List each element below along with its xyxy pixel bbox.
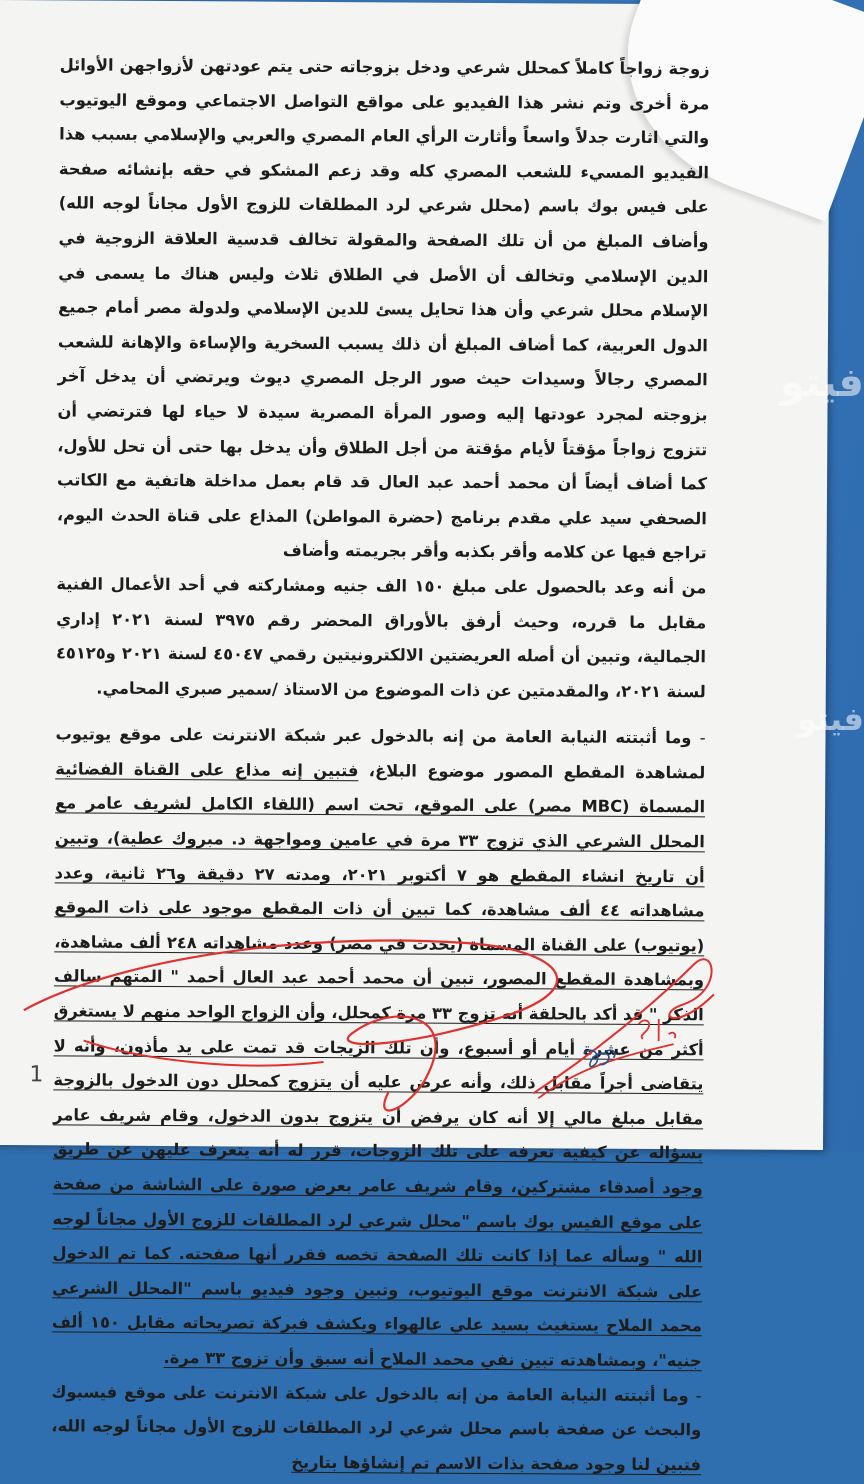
- watermark-logo: فيتو: [780, 360, 864, 406]
- paragraph-2: من أنه وعد بالحصول على مبلغ ١٥٠ الف جنيه ومشاركته في أحد الأعمال الفنية مقابل ما قرره، وحيث أرفق بالأوراق المحضر رقم ٣٩٧٥ لسنة ٢٠٢١ إداري الجمالية، وتبين أن أصله العريضتين الالكترونيتين رقمي ٤٥٠٤٧ لسنة ٢٠٢١ و٤٥١٢٥ لسنة ٢٠٢١، والمقدمتين عن ذات الموضوع من الاستاذ /سمير صبري المحامي.: [55, 574, 707, 702]
- signature-loop-stroke: [23, 938, 557, 1111]
- signature-right-stroke: [533, 958, 714, 1094]
- watermark-logo: فيتو: [796, 700, 864, 738]
- bullet-mark: -: [699, 728, 706, 748]
- paragraph-3-lead: وما أثبتته النيابة العامة من إنه بالدخول عبر شبكة الانترنت على موقع يوتيوب لمشاهدة المقطع المصور موضوع البلاغ،: [55, 724, 706, 783]
- paragraph-4: [51, 1375, 702, 1483]
- bullet-mark: -: [695, 1385, 702, 1405]
- page-number: 1: [29, 1062, 44, 1088]
- paragraph-3-underlined: فتبين إنه مذاع على القناة الفضائية المسماة (MBC مصر) على الموقع، تحت اسم (اللقاء الكامل لشريف عامر مع المحلل الشرعي الذي تزوج ٣٣ مرة في عامين ومواجهة د. مبروك عطية)، وتبين أن تاريخ انشاء المقطع هو ٧ أكتوبر ٢٠٢١، ومدته ٢٧ دقيقة و٢٦ ثانية، وعدد مشاهداته ٤٤ ألف مشاهدة، كما تبين أن ذات المقطع موجود على ذات الموقع (يوتيوب) على القناة المسماة (يحدث في مصر) وعدد مشاهداته ٢٤٨ ألف مشاهدة، وبمشاهدة المقطع المصور، تبين أن محمد أحمد عبد العال أحمد " المتهم سالف الذكر " قد أكد بالحلقة أنه تزوج ٣٣ مرة كمحلل، وأن الزواج الواحد منهم لا يستغرق أكثر من عشرة أيام أو أسبوع، وأن تلك الزيجات قد تمت على يد مأذون، وأنه لا يتقاضى أجراً مقابل ذلك، وأنه عرض عليه أن يتزوج كمحلل دون الدخول بالزوجة مقابل مبلغ مالي إلا أنه كان يرفض أن يتزوج بدون الدخول، وقام شريف عامر بسؤاله عن كيفية تعرفه على تلك الزوجات، قرر له أنه يتعرف عليهن عن طريق وجود أصدقاء مشتركين، وقام شريف عامر بعرض صورة على الشاشة من صفحة على موقع الفيس بوك باسم "محلل شرعي لرد المطلقات للزوج الأول مجاناً لوجه الله " وسأله عما إذا كانت تلك الصفحة تخصه فقرر أنها صفحته. كما تم الدخول على شبكة الانترنت موقع اليوتيوب، وتبين وجود فيديو باسم "المحلل الشرعي محمد الملاح يستغيث بسيد علي عالهواء ويكشف فبركة تصريحاته مقابل ١٥٠ ألف جنيه"، وبمشاهدته تبين نفي محمد الملاح أنه سبق وأن تزوج ٣٣ مرة.: [51, 759, 706, 1371]
- signature-tail-stroke: [83, 1041, 323, 1066]
- paragraph-4-lead: وما أثبتته النيابة العامة من إنه بالدخول على شبكة الانترنت على موقع فيسبوك والبحث عن صفحة باسم محلل شرعي لرد المطلقات للزوج الأول مجاناً لوجه الله،: [51, 1381, 702, 1440]
- paragraph-1: زوجة زواجاً كاملاً كمحلل شرعي ودخل بزوجاته حتى يتم عودتهن لأزواجهن الأوائل مرة أخرى وتم نشر هذا الفيديو على مواقع التواصل الاجتماعي وموقع اليوتيوب والتي اثارت جدلاً واسعاً وأثارت الرأي العام المصري والعربي والإسلامي بسبب هذا الفيديو المسيء للشعب المصري كله وقد زعم المشكو في حقه بإنشائه صفحة على فيس بوك باسم (محلل شرعي لرد المطلقات للزوج الأول مجاناً لوجه الله) وأضاف المبلغ من أن تلك الصفحة والمقولة تخالف قدسية العلاقة الزوجية في الدين الإسلامي وتخالف أن الأصل في الطلاق ثلاث وليس هناك ما يسمى في الإسلام محلل شرعي وأن هذا تحايل يسئ للدين الإسلامي ولدولة مصر أمام جميع الدول العربية، كما أضاف المبلغ أن ذلك يسبب السخرية والإساءة والإهانة للشعب المصري رجالاً وسيدات حيث صور الرجل المصري ديوث ويرتضي أن يدخل آخر بزوجته لمجرد عودتها إليه وصور المرأة المصرية سيدة لا حياء لها فترتضي أن تتزوج زواجاً مؤقتاً لأيام مؤقتة من أجل الطلاق وأن يدخل بها حتى أن تحل للأول، كما أضاف أيضاً أن محمد أحمد عبد العال قد قام بعمل مداخلة هاتفية مع الكاتب الصحفي سيد علي مقدم برنامج (حضرة المواطن) المذاع على قناة الحدث اليوم، تراجع فيها عن كلامه وأقر بكذبه وأقر بجريمته وأضاف: [56, 55, 710, 563]
- signature-numeral-mark: [639, 1019, 676, 1041]
- blue-pen-scribble: [583, 1050, 614, 1067]
- paragraph-4-underlined: فتبين لنا وجود صفحة بذات الاسم تم إنشاؤها بتاريخ: [291, 1452, 702, 1475]
